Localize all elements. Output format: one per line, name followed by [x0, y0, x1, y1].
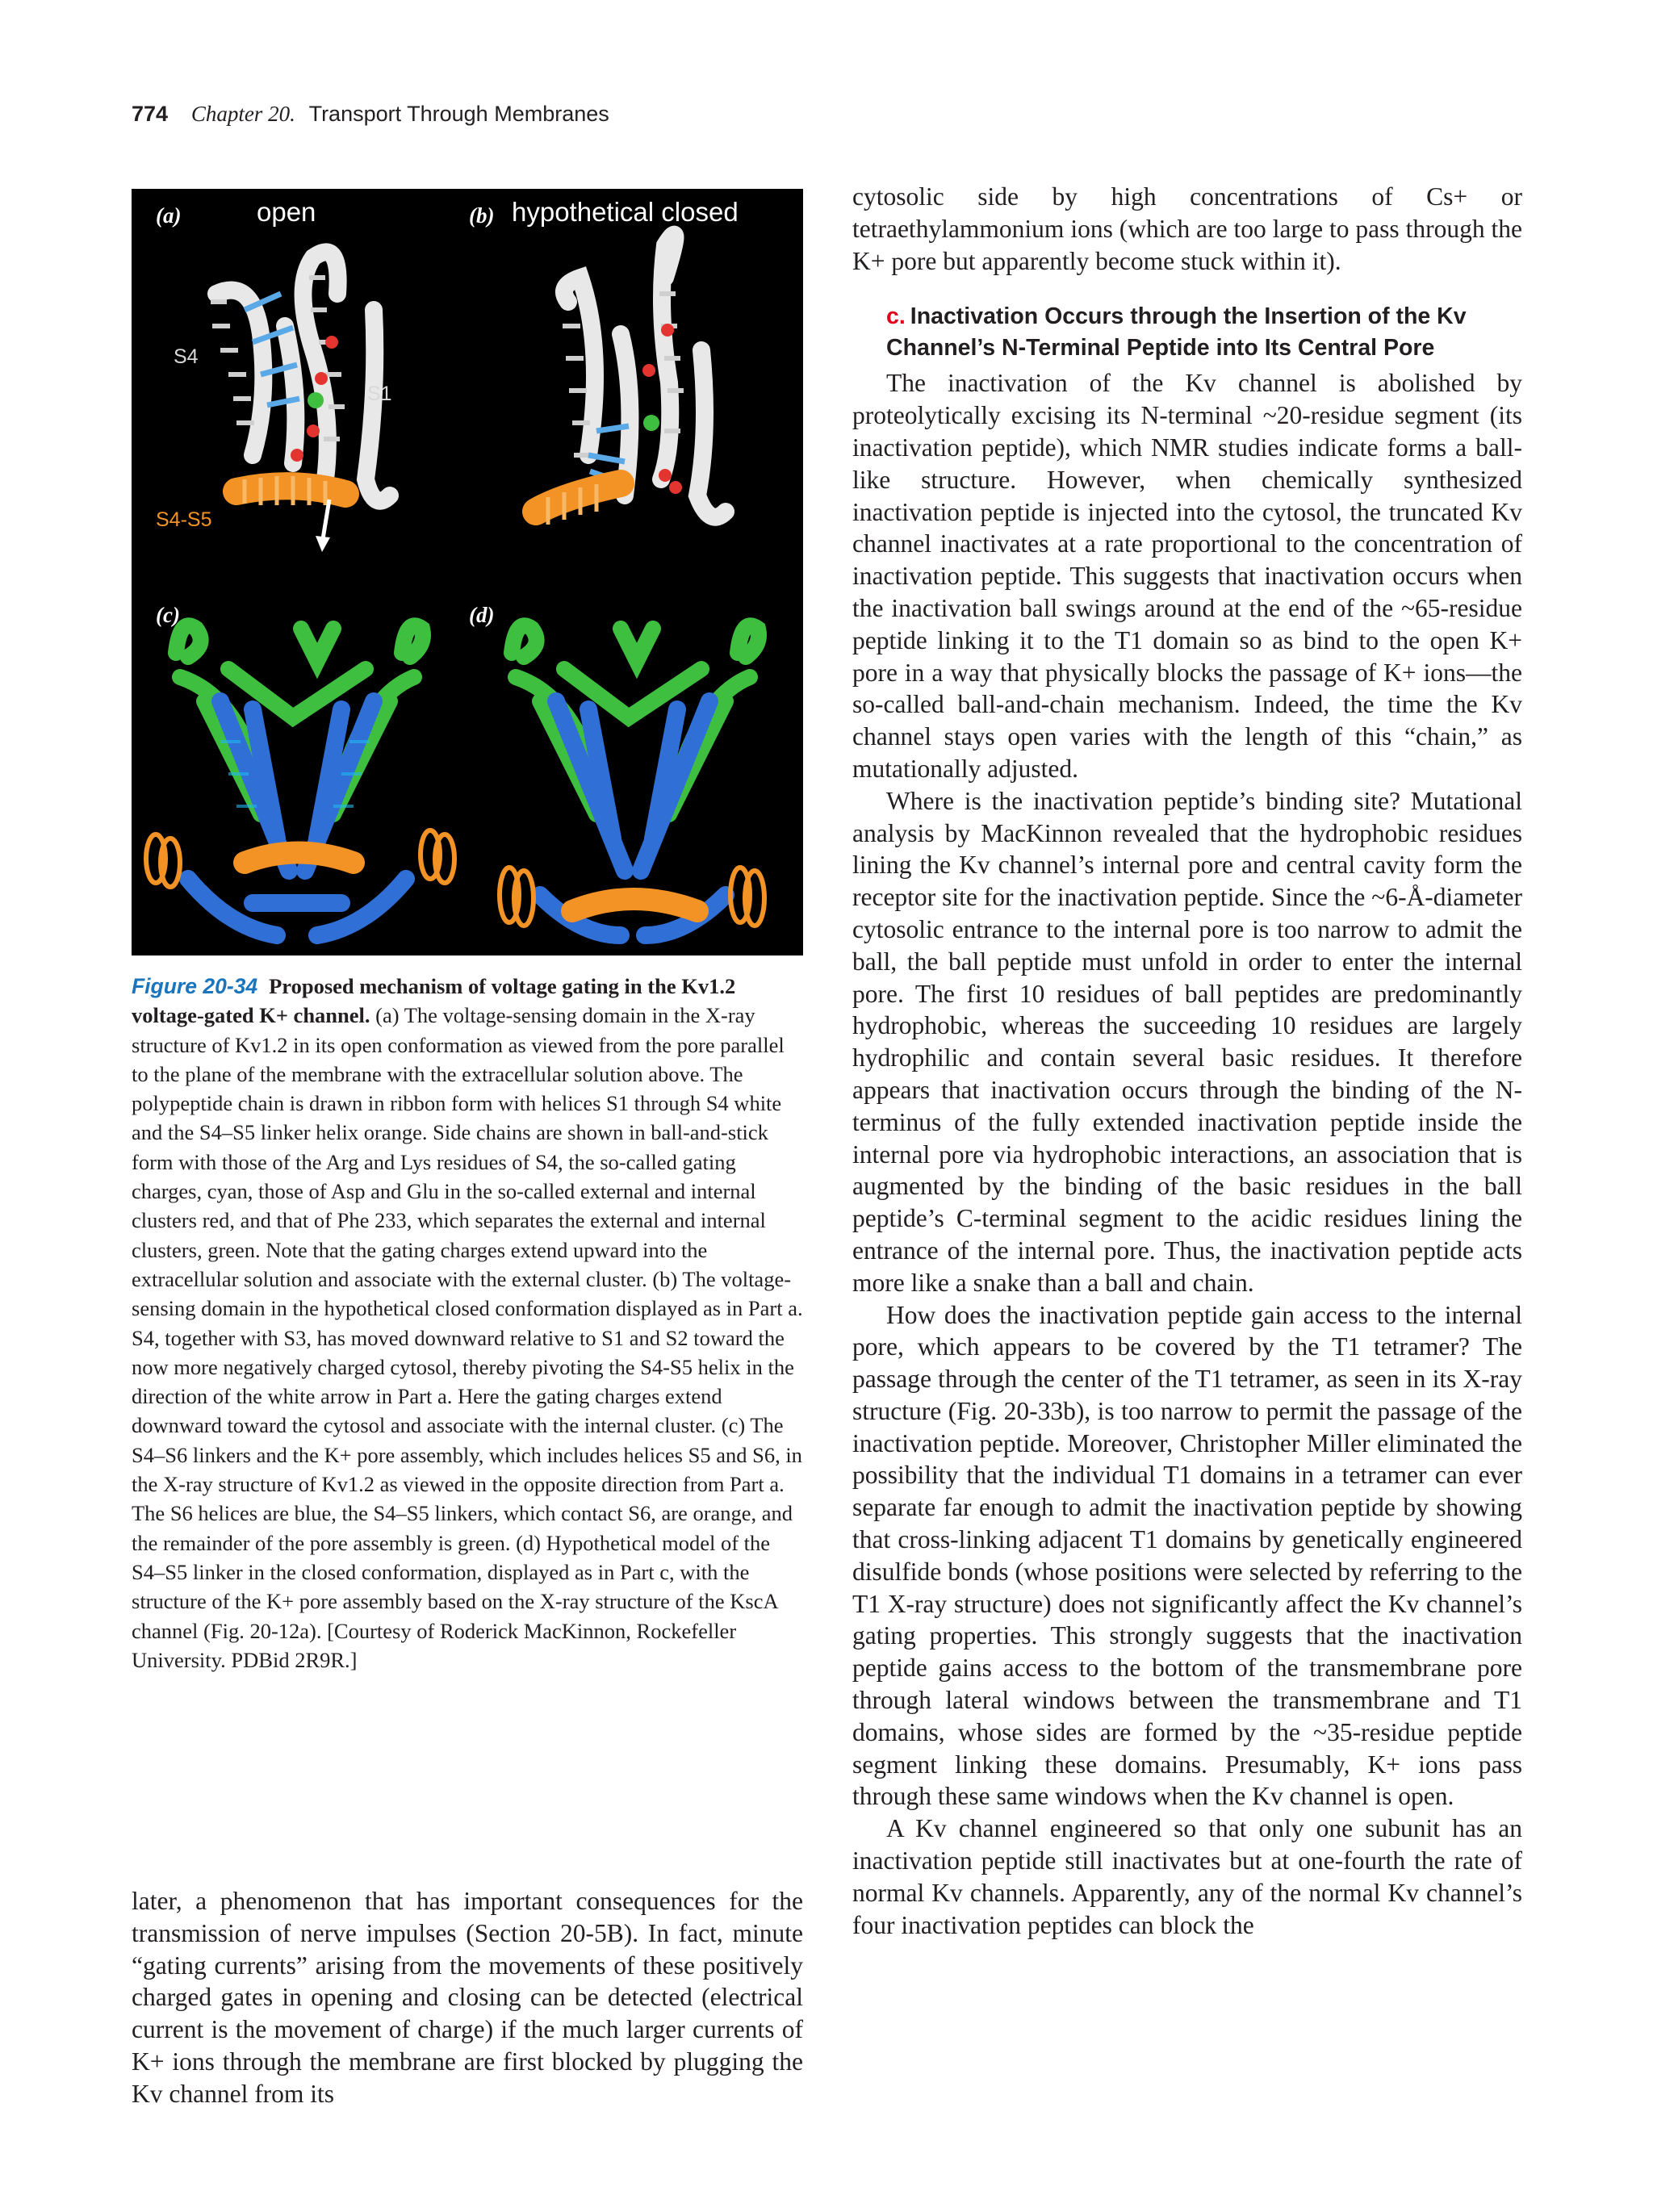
chapter-label: Chapter 20.: [190, 102, 295, 126]
page-number: 774: [132, 102, 169, 126]
paragraph: later, a phenomenon that has important consequences for the transmission of nerve impulses (Section 20-5B). In fact, minute “gating currents” arising from the movements of these positively charged gates in opening and closing can be detected (electrical current is the movement of charge) if the much larger currents of K+ ions through the membrane are first blocked by plugging the Kv channel from its: [132, 1887, 803, 2108]
chapter-title: Transport Through Membranes: [308, 102, 609, 126]
caption-text: (a) The voltage-sensing domain in the X-ray structure of Kv1.2 in its open conformation as viewed from the pore parallel to the plane of the membrane with the extracellular solution above. The polypeptide chain is drawn in ribbon form with helices S1 through S4 white and the S4–S5 linker helix orange. Side chains are shown in ball-and-stick form with those of the Arg and Lys residues of S4, the so-called gating charges, cyan, those of Asp and Glu in the so-called external and internal clusters red, and that of Phe 233, which separates the external and internal clusters, green. Note that the gating charges extend upward into the extracellular solution and associate with the external cluster. (b) The voltage-sensing domain in the hypothetical closed conformation displayed as in Part a. S4, together with S3, has moved downward relative to S1 and S2 toward the now more negatively charged cytosol, thereby pivoting the S4-S5 helix in the direction of the white arrow in Part a. Here the gating charges extend downward toward the cytosol and associate with the internal cluster. (c) The S4–S6 linkers and the K+ pore assembly, which includes helices S5 and S6, in the X-ray structure of Kv1.2 as viewed in the opposite direction from Part a. The S6 helices are blue, the S4–S5 linkers, which contact S6, are orange, and the remainder of the pore assembly is green. (d) Hypothetical model of the S4–S5 linker in the closed conformation, displayed as in Part c, with the structure of the K+ pore assembly based on the X-ray structure of the KscA channel (Fig. 20-12a). [Courtesy of Roderick MacKinnon, Rockefeller University. PDBid 2R9R.]: [132, 1003, 803, 1672]
paragraph: cytosolic side by high concentrations of Cs+ or tetraethylammonium ions (which are too large to pass through the K+ pore but apparently become stuck within it).: [852, 182, 1522, 275]
label-s1: S1: [367, 383, 392, 405]
panel-b-label: (b): [469, 203, 495, 228]
panel-b-structure: [467, 189, 803, 596]
panel-b: [467, 189, 803, 596]
running-head: [132, 102, 609, 127]
section-letter: c.: [886, 303, 906, 330]
panel-d-structure: [467, 596, 803, 955]
paragraph: How does the inactivation peptide gain access to the internal pore, which appears to be covered by the T1 tetramer? The passage through the center of the T1 tetramer, as seen in its X-ray structure (Fig. 20-33b), is too narrow to permit the passage of the inactivation peptide. Moreover, Christopher Miller eliminated the possibility that the individual T1 domains in a tetramer can ever separate far enough to admit the inactivation peptide by showing that cross-linking adjacent T1 domains by genetically engineered disulfide bonds (whose positions were selected by referring to the T1 X-ray structure) does not significantly affect the Kv channel’s gating properties. This strongly suggests that the inactivation peptide gains access to the bottom of the transmembrane pore through lateral windows between the transmembrane and T1 domains, whose sides are formed by the ~35-residue peptide segment linking these domains. Presumably, K+ ions pass through these same windows when the Kv channel is open.: [852, 1300, 1522, 1811]
panel-c-label: (c): [156, 603, 180, 627]
figure-20-34: [132, 189, 803, 955]
caption-title: Proposed mechanism of voltage gating in the Kv1.2 voltage-gated K+ channel.: [132, 974, 736, 1028]
panel-c-structure: [132, 596, 467, 955]
figure-number: Figure 20-34: [132, 974, 258, 998]
left-column-text: [132, 1885, 803, 2110]
section-title: Inactivation Occurs through the Insertion of the Kv Channel’s N-Terminal Peptide into Its Central Pore: [886, 303, 1467, 362]
figure-caption: [132, 972, 803, 1675]
label-s4: S4: [174, 345, 199, 368]
section-heading: [886, 301, 1522, 364]
panel-a-title: open: [257, 197, 316, 227]
panel-d: [467, 596, 803, 955]
panel-a-structure: [132, 189, 467, 596]
label-s4-s5: S4-S5: [156, 508, 212, 531]
right-column-text: [852, 181, 1522, 1941]
panel-c: [132, 596, 467, 955]
paragraph: Where is the inactivation peptide’s binding site? Mutational analysis by MacKinnon revealed that the hydrophobic residues lining the Kv channel’s internal pore and central cavity form the receptor site for the inactivation peptide. Since the ~6-Å-diameter cytosolic entrance to the internal pore is too narrow to admit the ball, the ball peptide must unfold in order to enter the internal pore. The first 10 residues of ball peptides are predominantly hydrophobic, whereas the succeeding 10 residues are largely hydrophilic and contain several basic residues. It therefore appears that inactivation occurs through the binding of the N-terminus of the fully extended inactivation peptide inside the internal pore via hydrophobic interactions, an association that is augmented by the binding of the basic residues in the ball peptide’s C-terminal segment to the acidic residues lining the entrance of the internal pore. Thus, the inactivation peptide acts more like a snake than a ball and chain.: [852, 786, 1522, 1297]
panel-a: [132, 189, 467, 596]
panel-d-label: (d): [469, 603, 495, 627]
panel-a-label: (a): [156, 203, 182, 228]
panel-b-title: hypothetical closed: [512, 197, 739, 227]
paragraph: A Kv channel engineered so that only one subunit has an inactivation peptide still inactivates but at one-fourth the rate of normal Kv channels. Apparently, any of the normal Kv channel’s four inactivation peptides can block the: [852, 1814, 1522, 1939]
paragraph: The inactivation of the Kv channel is abolished by proteolytically excising its N-terminal ~20-residue segment (its inactivation peptide), which NMR studies indicate forms a ball-like structure. However, when chemically synthesized inactivation peptide is injected into the cytosol, the truncated Kv channel inactivates at a rate proportional to the concentration of inactivation peptide. This suggests that inactivation occurs when the inactivation ball swings around at the end of the ~65-residue peptide linking it to the T1 domain so as bind to the open K+ pore in a way that physically blocks the passage of K+ ions—the so-called ball-and-chain mechanism. Indeed, the time the Kv channel stays open varies with the length of this “chain,” as mutationally adjusted.: [852, 369, 1522, 783]
